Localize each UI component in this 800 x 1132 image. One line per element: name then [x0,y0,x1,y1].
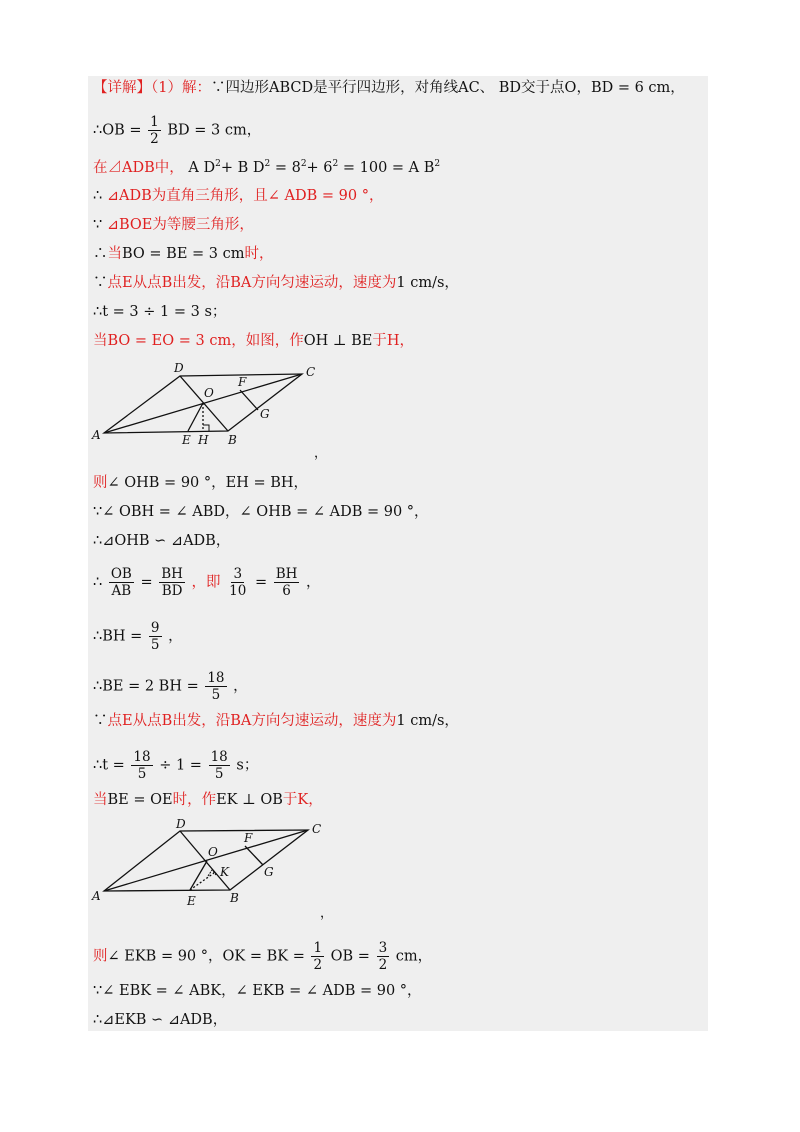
svg-text:H: H [198,433,209,447]
line-12: ∴⊿OHB ∽ ⊿ADB， [93,533,231,549]
line-17: ∴t = $\frac{18}{5}$ ÷ 1 = $\frac{18}{5}$ s； [93,749,259,782]
line-9: 当BO = EO = 3 cm，如图，作OH ⊥ BE于H， [93,333,415,349]
svg-text:O: O [204,386,214,400]
svg-text:E: E [187,894,196,908]
line-14: ∴BH = $\frac{9}{5}$ ， [93,620,183,653]
detail-tag: 【详解】 [93,80,151,96]
svg-text:O: O [208,845,218,859]
line-3: 在⊿ADB中， A $D^2+ B$ $D^2 = 8^2+ 6^2 = 100 = A$ $B^2$ [93,159,441,176]
line-21: ∴⊿EKB ∽ ⊿ADB， [93,1012,228,1028]
line-16: ∵点E从点B出发，沿BA方向匀速运动，速度为1 cm/s， [93,713,459,729]
solution-panel: 【详解】（1）解：∵四边形ABCD是平行四边形，对角线AC、 BD交于点O，BD = 6 cm， ∴OB = $\frac{1}{2}$ BD = 3 cm， 在⊿ADB中， A $D^2+ B$ $D^2 = 8^2+ 6^2 = 100 = A$ $B^2$ ∴ ⊿ADB为直角三角形，且∠ ADB = 90 °， ∵ ⊿BOE为等腰三角形， ∴当BO = BE = 3 cm时， ∵点E从点B出发，沿BA方向匀速运动，速度为1 cm/s， ∴t = 3 ÷ 1 = 3 s； 当BO = EO = 3 cm，如图，作OH ⊥ BE于H， A B C D O E H F G ， 则∠ OHB = 90 °，EH = BH， ∵∠ OBH = ∠ ABD，∠ OHB = ∠ ADB = 90 °， ∴⊿OHB ∽ ⊿ADB， ∴ $\frac{OB}{AB}$ = $\frac{BH}{BD}$ ，即 $\frac{3}{10}$ = $\frac{BH}{6}$ ， ∴BH = $\frac{9}{5}$ ， ∴BE = 2 BH = $\frac{18}{5}$ ， ∵点E从点B出发，沿BA方向匀速运动，速度为1 cm/s， ∴t = $\frac{18}{5}$ ÷ 1 = $\frac{18}{5}$ s； 当BE = OE时，作EK ⊥ OB于K， A B C D O E K F G ， 则∠ EKB = 90 °，OK = BK = $\frac{1}{2}$ OB = $\frac{3}{2}$ cm， ∵∠ EBK = ∠ ABK，∠ EKB = ∠ ADB = 90 °， ∴⊿EKB ∽ ⊿ADB， [88,76,708,1031]
line-19: 则∠ EKB = 90 °，OK = BK = $\frac{1}{2}$ OB = $\frac{3}{2}$ cm， [93,940,433,973]
svg-text:C: C [312,822,322,836]
line-6: ∴当BO = BE = 3 cm时， [93,246,274,262]
line-13: ∴ $\frac{OB}{AB}$ = $\frac{BH}{BD}$ ，即 $\frac{3}{10}$ = $\frac{BH}{6}$ ， [93,566,321,599]
svg-text:E: E [182,433,191,447]
parallelogram-figure-2 [90,818,330,908]
line-18: 当BE = OE时，作EK ⊥ OB于K， [93,792,323,808]
svg-text:G: G [260,407,270,421]
line-8: ∴t = 3 ÷ 1 = 3 s； [93,304,227,320]
line-10: 则∠ OHB = 90 °，EH = BH， [93,475,309,491]
svg-text:F: F [244,831,253,845]
svg-text:B: B [228,433,237,447]
line-7: ∵点E从点B出发，沿BA方向匀速运动，速度为1 cm/s， [93,275,459,291]
line-20: ∵∠ EBK = ∠ ABK，∠ EKB = ∠ ADB = 90 °， [93,983,422,999]
line-2: ∴OB = $\frac{1}{2}$ BD = 3 cm， [93,114,262,147]
fraction-half: $\frac{1}{2}$ [150,114,159,147]
svg-text:F: F [238,375,247,389]
svg-text:K: K [220,865,229,879]
part-label: （1）解： [151,80,211,96]
line-15: ∴BE = 2 BH = $\frac{18}{5}$ ， [93,670,248,703]
svg-text:G: G [264,865,274,879]
svg-text:D: D [176,818,186,831]
parallelogram-figure-1 [90,360,330,450]
line-11: ∵∠ OBH = ∠ ABD，∠ OHB = ∠ ADB = 90 °， [93,504,429,520]
svg-text:B: B [230,891,239,905]
svg-text:A: A [92,428,101,442]
line-5: ∵ ⊿BOE为等腰三角形， [93,217,254,233]
line-4: ∴ ⊿ADB为直角三角形，且∠ ADB = 90 °， [93,188,384,204]
svg-text:C: C [306,365,316,379]
svg-text:A: A [92,889,101,903]
line-1 [93,78,685,98]
line-1-text: ∵四边形ABCD是平行四边形，对角线AC、 BD交于点O，BD = 6 cm， [210,80,685,96]
svg-text:D: D [174,361,184,375]
